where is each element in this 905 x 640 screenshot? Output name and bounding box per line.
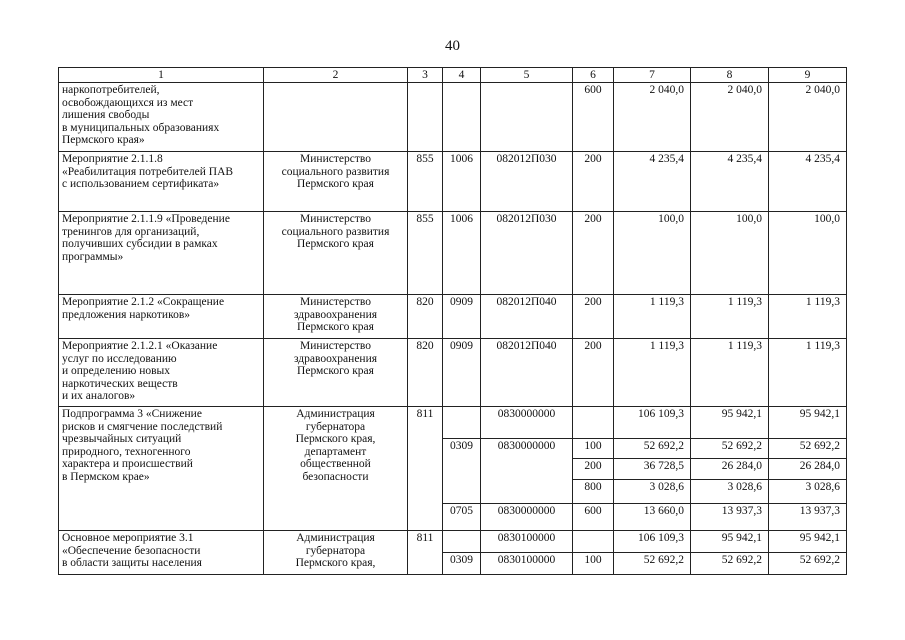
value-7-cell: 106 109,3	[614, 407, 691, 439]
value-8-cell: 13 937,3	[691, 504, 769, 531]
name-cell: Мероприятие 2.1.2.1 «Оказание услуг по исследованию и определению новых наркотических веществ и их аналогов»	[59, 339, 264, 407]
table-row	[59, 339, 847, 407]
header-cell: 3	[408, 68, 443, 83]
grbs-cell: 820	[408, 295, 443, 339]
table-row	[59, 531, 847, 553]
value-9-cell: 52 692,2	[769, 553, 847, 575]
value-8-cell: 3 028,6	[691, 480, 769, 504]
value-9-cell: 52 692,2	[769, 439, 847, 459]
section-cell	[443, 531, 481, 553]
value-8-cell: 1 119,3	[691, 339, 769, 407]
grbs-cell: 811	[408, 407, 443, 531]
section-cell: 1006	[443, 152, 481, 212]
csr-cell: 0830100000	[481, 531, 573, 553]
section-cell: 0705	[443, 504, 481, 531]
value-8-cell: 26 284,0	[691, 459, 769, 480]
value-9-cell: 4 235,4	[769, 152, 847, 212]
section-cell: 0309	[443, 553, 481, 575]
value-9-cell: 95 942,1	[769, 531, 847, 553]
section-cell: 0909	[443, 339, 481, 407]
value-9-cell: 95 942,1	[769, 407, 847, 439]
header-row	[59, 68, 847, 83]
vr-cell: 800	[573, 480, 614, 504]
vr-cell: 200	[573, 339, 614, 407]
vr-cell: 200	[573, 295, 614, 339]
header-cell: 8	[691, 68, 769, 83]
value-9-cell: 26 284,0	[769, 459, 847, 480]
grbs-cell: 820	[408, 339, 443, 407]
vr-cell: 600	[573, 504, 614, 531]
value-8-cell: 2 040,0	[691, 83, 769, 152]
value-7-cell: 106 109,3	[614, 531, 691, 553]
name-cell: Мероприятие 2.1.1.8 «Реабилитация потребителей ПАВ с использованием сертификата»	[59, 152, 264, 212]
vr-cell: 200	[573, 212, 614, 295]
grbs-cell	[408, 83, 443, 152]
value-7-cell: 36 728,5	[614, 459, 691, 480]
table-row	[59, 152, 847, 212]
value-9-cell: 100,0	[769, 212, 847, 295]
csr-cell: 0830000000	[481, 407, 573, 439]
vr-cell	[573, 407, 614, 439]
org-cell: Министерство социального развития Пермского края	[264, 212, 408, 295]
section-cell	[443, 407, 481, 439]
section-cell: 1006	[443, 212, 481, 295]
org-cell: Министерство здравоохранения Пермского края	[264, 339, 408, 407]
value-8-cell: 1 119,3	[691, 295, 769, 339]
header-cell: 2	[264, 68, 408, 83]
org-cell: Администрация губернатора Пермского края, департамент общественной безопасности	[264, 407, 408, 531]
value-8-cell: 95 942,1	[691, 531, 769, 553]
name-cell: Подпрограмма 3 «Снижение рисков и смягчение последствий чрезвычайных ситуаций природного, техногенного характера и происшествий в Пермском крае»	[59, 407, 264, 531]
value-8-cell: 95 942,1	[691, 407, 769, 439]
value-8-cell: 52 692,2	[691, 553, 769, 575]
name-cell: Мероприятие 2.1.1.9 «Проведение тренингов для организаций, получивших субсидии в рамках программы»	[59, 212, 264, 295]
table-row	[59, 83, 847, 152]
header-cell: 6	[573, 68, 614, 83]
org-cell: Администрация губернатора Пермского края,	[264, 531, 408, 575]
csr-cell	[481, 83, 573, 152]
header-cell: 7	[614, 68, 691, 83]
name-cell: Основное мероприятие 3.1 «Обеспечение безопасности в области защиты населения	[59, 531, 264, 575]
section-cell	[443, 83, 481, 152]
value-7-cell: 2 040,0	[614, 83, 691, 152]
header-cell: 4	[443, 68, 481, 83]
csr-cell: 082012П030	[481, 152, 573, 212]
value-7-cell: 1 119,3	[614, 339, 691, 407]
value-8-cell: 52 692,2	[691, 439, 769, 459]
value-7-cell: 52 692,2	[614, 439, 691, 459]
value-7-cell: 100,0	[614, 212, 691, 295]
value-7-cell: 1 119,3	[614, 295, 691, 339]
grbs-cell: 811	[408, 531, 443, 575]
org-cell	[264, 83, 408, 152]
header-cell: 9	[769, 68, 847, 83]
vr-cell	[573, 531, 614, 553]
csr-cell: 0830100000	[481, 553, 573, 575]
name-cell: наркопотребителей, освобождающихся из мест лишения свободы в муниципальных образованиях Пермского края»	[59, 83, 264, 152]
section-cell: 0309	[443, 439, 481, 504]
header-cell: 5	[481, 68, 573, 83]
value-9-cell: 3 028,6	[769, 480, 847, 504]
csr-cell: 082012П040	[481, 339, 573, 407]
org-cell: Министерство здравоохранения Пермского края	[264, 295, 408, 339]
value-7-cell: 52 692,2	[614, 553, 691, 575]
table-row	[59, 407, 847, 439]
value-9-cell: 2 040,0	[769, 83, 847, 152]
csr-cell: 082012П040	[481, 295, 573, 339]
value-8-cell: 4 235,4	[691, 152, 769, 212]
value-7-cell: 3 028,6	[614, 480, 691, 504]
value-9-cell: 1 119,3	[769, 295, 847, 339]
csr-cell: 0830000000	[481, 439, 573, 504]
org-cell: Министерство социального развития Пермского края	[264, 152, 408, 212]
value-8-cell: 100,0	[691, 212, 769, 295]
section-cell: 0909	[443, 295, 481, 339]
vr-cell: 200	[573, 152, 614, 212]
vr-cell: 200	[573, 459, 614, 480]
vr-cell: 100	[573, 553, 614, 575]
table-row	[59, 212, 847, 295]
csr-cell: 0830000000	[481, 504, 573, 531]
csr-cell: 082012П030	[481, 212, 573, 295]
budget-table	[58, 67, 847, 575]
value-7-cell: 13 660,0	[614, 504, 691, 531]
grbs-cell: 855	[408, 152, 443, 212]
vr-cell: 100	[573, 439, 614, 459]
value-9-cell: 13 937,3	[769, 504, 847, 531]
value-9-cell: 1 119,3	[769, 339, 847, 407]
grbs-cell: 855	[408, 212, 443, 295]
vr-cell: 600	[573, 83, 614, 152]
name-cell: Мероприятие 2.1.2 «Сокращение предложения наркотиков»	[59, 295, 264, 339]
value-7-cell: 4 235,4	[614, 152, 691, 212]
page-number: 40	[445, 38, 460, 54]
header-cell: 1	[59, 68, 264, 83]
table-row	[59, 295, 847, 339]
